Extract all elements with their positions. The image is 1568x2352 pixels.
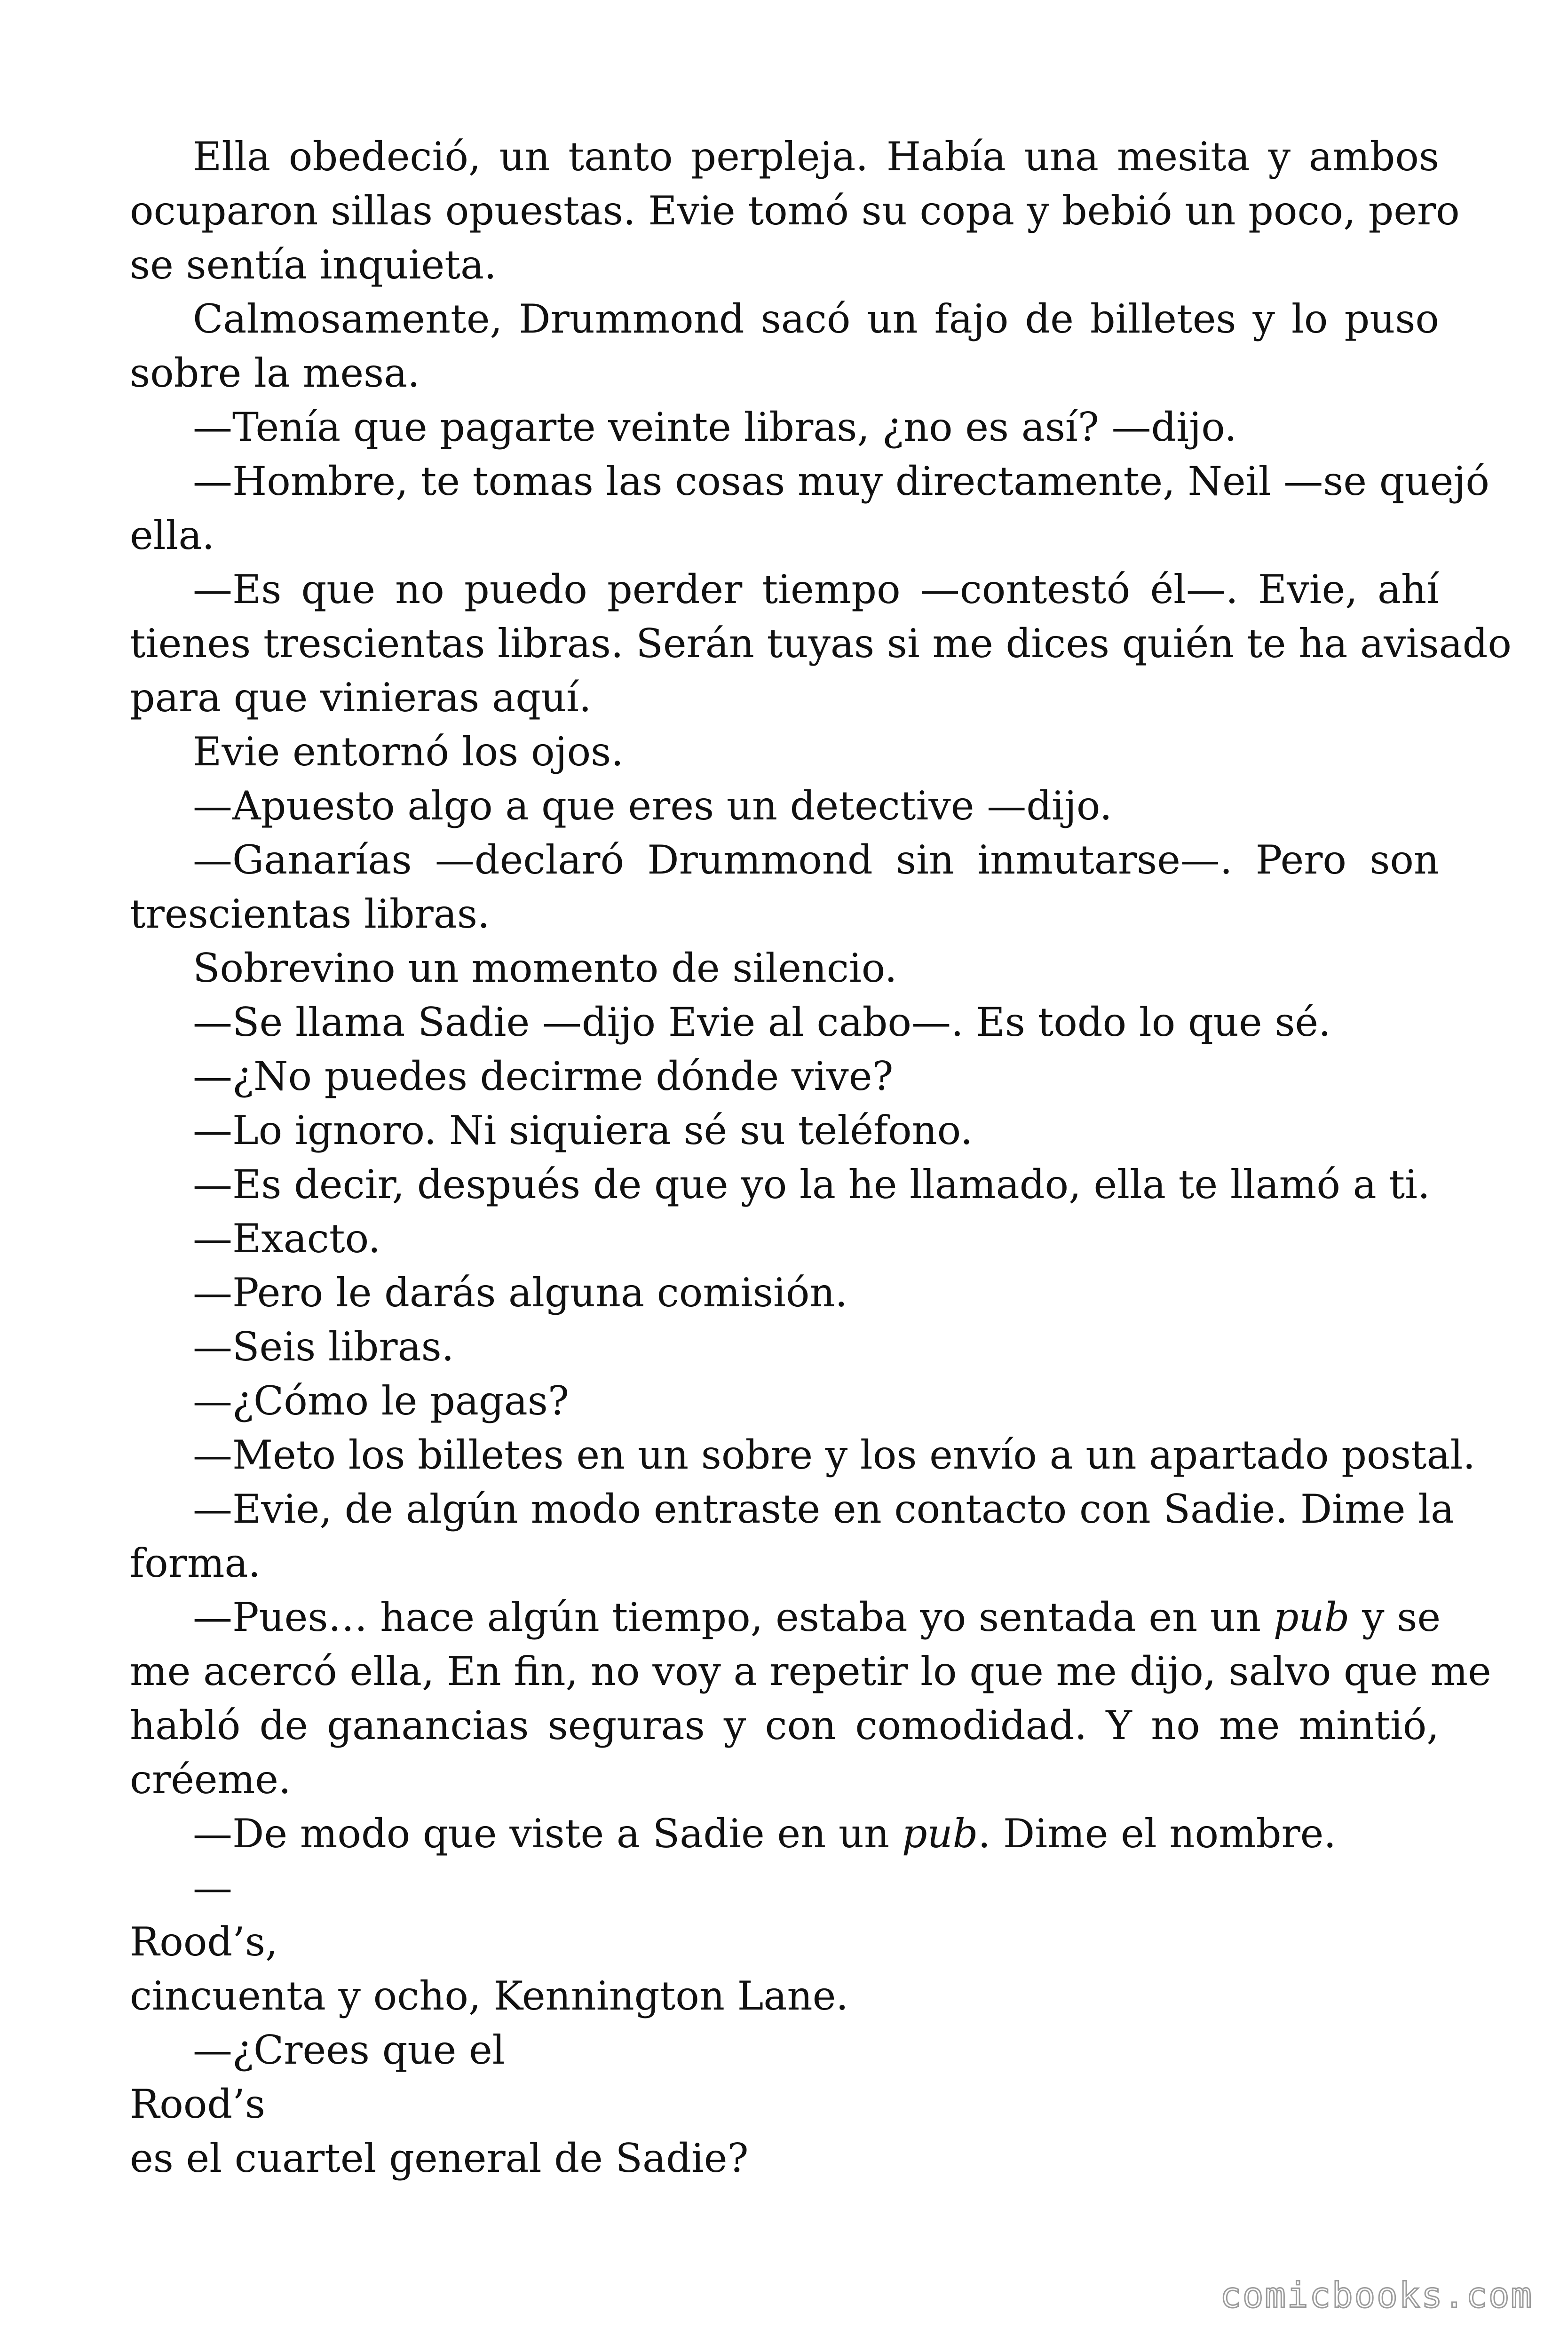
text-line: —Apuesto algo a que eres un detective —dijo.	[193, 783, 1112, 829]
text-line: —	[193, 1865, 232, 1911]
text-line: —Hombre, te tomas las cosas muy directamente, Neil —se quejó	[193, 458, 1489, 504]
text-line: —Seis libras.	[193, 1324, 454, 1370]
text-line: —Tenía que pagarte veinte libras, ¿no es así? —dijo.	[193, 404, 1237, 450]
text-line: —Es decir, después de que yo la he llamado, ella te llamó a ti.	[193, 1161, 1430, 1208]
text-line: ocuparon sillas opuestas. Evie tomó su copa y bebió un poco, pero	[130, 188, 1460, 234]
text-line: —Es que no puedo perder tiempo —contestó él—. Evie, ahí	[193, 566, 1439, 612]
text-line: Calmosamente, Drummond sacó un fajo de billetes y lo puso	[193, 296, 1439, 342]
text-line: me acercó ella, En fin, no voy a repetir lo que me dijo, salvo que me	[130, 1648, 1491, 1694]
text-line: ella.	[130, 512, 215, 558]
text-line: —Ganarías —declaró Drummond sin inmutarse—. Pero son	[193, 837, 1439, 883]
text-line: —Exacto.	[193, 1216, 381, 1262]
text-line: Evie entornó los ojos.	[193, 729, 624, 775]
text-line: Sobrevino un momento de silencio.	[193, 945, 897, 991]
text-line: Rood’s	[130, 2081, 265, 2127]
text-line: —Lo ignoro. Ni siquiera sé su teléfono.	[193, 1107, 973, 1153]
text-line: cincuenta y ocho, Kennington Lane.	[130, 1973, 848, 2019]
text-line	[193, 1810, 1439, 1857]
text-line: habló de ganancias seguras y con comodidad. Y no me mintió,	[130, 1702, 1439, 1748]
text-line: Ella obedeció, un tanto perpleja. Había una mesita y ambos	[193, 134, 1439, 180]
text-line: —Pero le darás alguna comisión.	[193, 1270, 848, 1316]
text-line: créeme.	[130, 1756, 291, 1803]
text-line: tienes trescientas libras. Serán tuyas si me dices quién te ha avisado	[130, 620, 1512, 667]
watermark: comicbooks.com	[1220, 2275, 1533, 2316]
text-line: sobre la mesa.	[130, 350, 420, 396]
text-line: trescientas libras.	[130, 891, 490, 937]
text-run: y se	[1349, 1594, 1441, 1640]
text-line: —¿Crees que el	[193, 2027, 505, 2073]
text-line: forma.	[130, 1540, 261, 1586]
text-line: Rood’s,	[130, 1919, 278, 1965]
text-line: —¿No puedes decirme dónde vive?	[193, 1053, 894, 1099]
text-line: se sentía inquieta.	[130, 242, 497, 288]
italic-word: pub	[902, 1811, 978, 1857]
text-line: —¿Cómo le pagas?	[193, 1378, 569, 1424]
text-run: —Pues… hace algún tiempo, estaba yo sentada en un	[193, 1594, 1274, 1640]
text-run: . Dime el nombre.	[978, 1811, 1337, 1857]
text-line: —Evie, de algún modo entraste en contacto con Sadie. Dime la	[193, 1486, 1455, 1532]
text-run: —De modo que viste a Sadie en un	[193, 1811, 902, 1857]
text-line: —Se llama Sadie —dijo Evie al cabo—. Es todo lo que sé.	[193, 999, 1331, 1045]
text-line: para que vinieras aquí.	[130, 675, 592, 721]
text-line	[193, 1594, 1439, 1641]
italic-word: pub	[1273, 1594, 1350, 1640]
text-line: —Meto los billetes en un sobre y los envío a un apartado postal.	[193, 1432, 1476, 1478]
text-line: es el cuartel general de Sadie?	[130, 2135, 749, 2181]
